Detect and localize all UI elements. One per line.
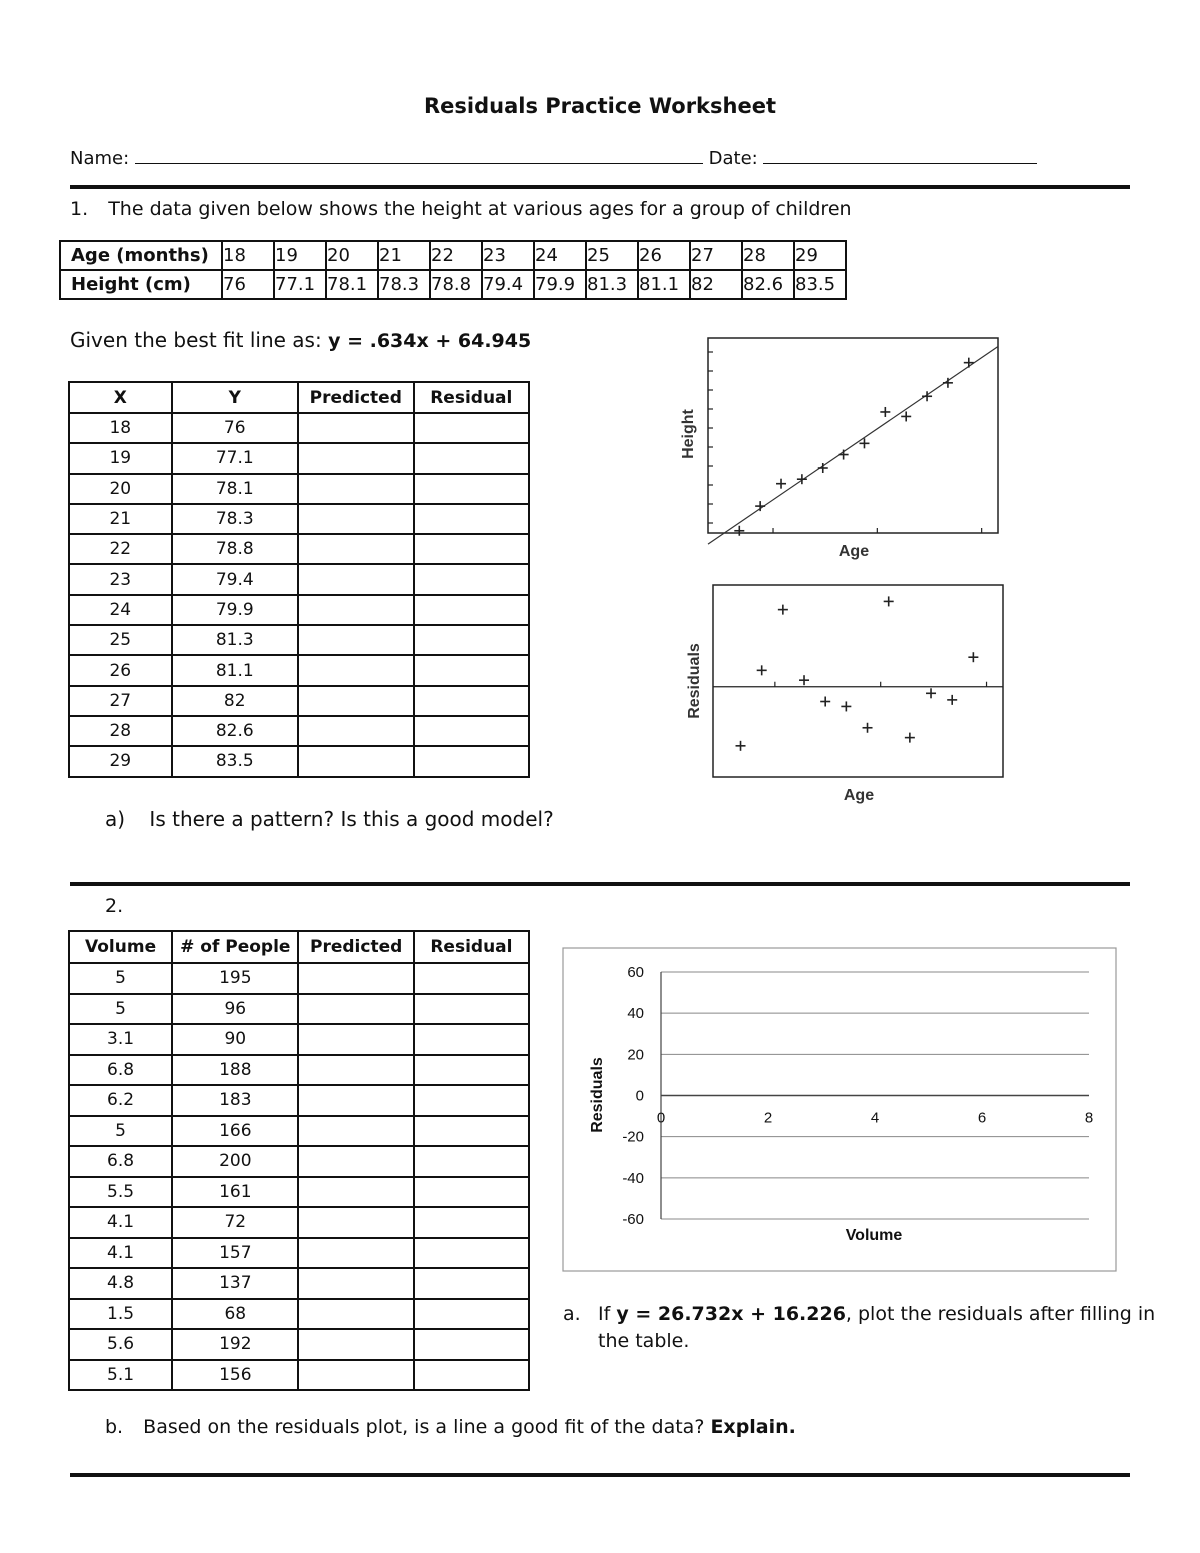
- x-cell: 20: [69, 474, 172, 504]
- residual-cell[interactable]: [414, 1024, 529, 1055]
- header-predicted: Predicted: [298, 382, 414, 413]
- y-cell: 81.1: [172, 655, 298, 685]
- best-fit-line-text: [70, 328, 531, 352]
- scatter-point: [964, 358, 974, 368]
- question-2b-text: Based on the residuals plot, is a line a good fit of the data?: [143, 1416, 705, 1438]
- volume-cell: 6.8: [69, 1146, 172, 1177]
- predicted-cell[interactable]: [298, 716, 414, 746]
- predicted-cell[interactable]: [298, 1268, 413, 1299]
- table-row: [69, 474, 529, 504]
- question-1a-text: Is there a pattern? Is this a good model?: [149, 807, 554, 831]
- table-row: [69, 534, 529, 564]
- y-cell: 81.3: [172, 625, 298, 655]
- x-cell: 19: [69, 443, 172, 473]
- volume-cell: 5.6: [69, 1329, 172, 1360]
- predicted-cell[interactable]: [298, 413, 414, 443]
- q1-residual-table: [68, 381, 530, 778]
- height-cell: 76: [222, 270, 274, 299]
- x-cell: 24: [69, 595, 172, 625]
- residual-cell[interactable]: [414, 994, 529, 1025]
- header-y: Y: [172, 382, 298, 413]
- height-cell: 81.3: [586, 270, 638, 299]
- y-cell: 79.4: [172, 564, 298, 594]
- people-cell: 161: [172, 1177, 298, 1208]
- predicted-cell[interactable]: [298, 504, 414, 534]
- residual-cell[interactable]: [414, 716, 529, 746]
- table-row: [69, 1055, 529, 1086]
- height-cell: 82: [690, 270, 742, 299]
- predicted-cell[interactable]: [298, 1024, 413, 1055]
- age-height-table: [59, 240, 847, 300]
- residual-point: [799, 675, 809, 685]
- table-row: [69, 1360, 529, 1391]
- scatter-point: [839, 450, 849, 460]
- age-cell: 23: [482, 241, 534, 270]
- residual-point: [947, 695, 957, 705]
- table-row: [69, 963, 529, 994]
- people-cell: 166: [172, 1116, 298, 1147]
- question-2a-equation: y = 26.732x + 16.226: [616, 1303, 846, 1325]
- residual-cell[interactable]: [414, 504, 529, 534]
- best-fit-prefix: Given the best fit line as:: [70, 328, 322, 352]
- residual-plot-frame: [713, 585, 1003, 777]
- people-cell: 157: [172, 1238, 298, 1269]
- plot-frame: [708, 338, 998, 533]
- name-label: Name:: [70, 148, 130, 169]
- volume-chart-y-label: Residuals: [589, 1057, 606, 1133]
- age-row: [60, 241, 846, 270]
- predicted-cell[interactable]: [298, 595, 414, 625]
- height-cell: 78.3: [378, 270, 430, 299]
- y-cell: 78.1: [172, 474, 298, 504]
- volume-cell: 5: [69, 994, 172, 1025]
- age-residual-chart: [670, 580, 1010, 808]
- table-row: [69, 716, 529, 746]
- predicted-cell[interactable]: [298, 1177, 413, 1208]
- residual-y-label: Residuals: [686, 643, 703, 719]
- y-cell: 78.3: [172, 504, 298, 534]
- predicted-cell[interactable]: [298, 443, 414, 473]
- height-cell: 79.4: [482, 270, 534, 299]
- height-cell: 78.1: [326, 270, 378, 299]
- predicted-cell[interactable]: [298, 963, 413, 994]
- height-cell: 78.8: [430, 270, 482, 299]
- header-predicted: Predicted: [298, 931, 413, 963]
- residual-point: [736, 741, 746, 751]
- residual-point: [926, 688, 936, 698]
- residual-cell[interactable]: [414, 534, 529, 564]
- height-cell: 79.9: [534, 270, 586, 299]
- predicted-cell[interactable]: [298, 1207, 413, 1238]
- people-cell: 72: [172, 1207, 298, 1238]
- residual-points: [736, 596, 979, 750]
- age-cell: 28: [742, 241, 794, 270]
- y-cell: 76: [172, 413, 298, 443]
- x-tick-label: 8: [1084, 1109, 1094, 1127]
- residual-cell[interactable]: [414, 655, 529, 685]
- residual-cell[interactable]: [414, 746, 529, 776]
- y-cell: 82: [172, 686, 298, 716]
- y-cell: 83.5: [172, 746, 298, 776]
- residual-cell[interactable]: [414, 1146, 529, 1177]
- y-cell: 77.1: [172, 443, 298, 473]
- predicted-cell[interactable]: [298, 1055, 413, 1086]
- height-cell: 81.1: [638, 270, 690, 299]
- predicted-cell[interactable]: [298, 1360, 413, 1391]
- volume-cell: 6.2: [69, 1085, 172, 1116]
- predicted-cell[interactable]: [298, 625, 414, 655]
- date-field[interactable]: [763, 145, 1037, 164]
- question-2b: [105, 1416, 796, 1438]
- volume-cell: 6.8: [69, 1055, 172, 1086]
- table-row: [69, 1177, 529, 1208]
- people-cell: 183: [172, 1085, 298, 1116]
- residual-cell[interactable]: [414, 443, 529, 473]
- residual-point: [778, 605, 788, 615]
- y-tick-label: 40: [627, 1005, 644, 1023]
- header-residual: Residual: [414, 931, 529, 963]
- scatter-point: [880, 407, 890, 417]
- residual-cell[interactable]: [414, 1177, 529, 1208]
- residual-point: [841, 701, 851, 711]
- header-people: # of People: [172, 931, 298, 963]
- height-cell: 83.5: [794, 270, 846, 299]
- header-residual: Residual: [414, 382, 529, 413]
- age-row-label: Age (months): [60, 241, 222, 270]
- volume-cell: 5.1: [69, 1360, 172, 1391]
- people-cell: 195: [172, 963, 298, 994]
- question-2a-post: , plot the residuals after filling in the table.: [598, 1303, 1156, 1352]
- volume-cell: 1.5: [69, 1299, 172, 1330]
- residual-cell[interactable]: [414, 413, 529, 443]
- volume-cell: 4.1: [69, 1238, 172, 1269]
- x-cell: 21: [69, 504, 172, 534]
- x-cell: 26: [69, 655, 172, 685]
- table-row: [69, 595, 529, 625]
- x-cell: 27: [69, 686, 172, 716]
- best-fit-equation: y = .634x + 64.945: [328, 330, 532, 352]
- age-cell: 27: [690, 241, 742, 270]
- x-cell: 18: [69, 413, 172, 443]
- chart-border: [563, 948, 1116, 1271]
- residual-x-label: Age: [843, 787, 875, 804]
- question-1-number: 1.: [70, 198, 89, 220]
- y-cell: 78.8: [172, 534, 298, 564]
- table-row: [69, 1268, 529, 1299]
- predicted-cell[interactable]: [298, 1299, 413, 1330]
- height-cell: 82.6: [742, 270, 794, 299]
- question-2a-text: [598, 1301, 1163, 1355]
- best-fit-line: [708, 347, 998, 545]
- table-row: [69, 1238, 529, 1269]
- question-2a: [563, 1301, 1163, 1355]
- question-1a: [105, 807, 554, 831]
- q1-table-header: [69, 382, 529, 413]
- table-row: [69, 994, 529, 1025]
- predicted-cell[interactable]: [298, 474, 414, 504]
- residual-cell[interactable]: [414, 474, 529, 504]
- height-row-label: Height (cm): [60, 270, 222, 299]
- question-2b-label: b.: [105, 1416, 124, 1438]
- y-cell: 82.6: [172, 716, 298, 746]
- table-row: [69, 1085, 529, 1116]
- residual-cell[interactable]: [414, 1085, 529, 1116]
- age-cell: 22: [430, 241, 482, 270]
- section-divider-middle: [70, 882, 1130, 886]
- volume-cell: 3.1: [69, 1024, 172, 1055]
- age-cell: 19: [274, 241, 326, 270]
- x-cell: 23: [69, 564, 172, 594]
- volume-cell: 4.1: [69, 1207, 172, 1238]
- residual-cell[interactable]: [414, 564, 529, 594]
- residual-cell[interactable]: [414, 1268, 529, 1299]
- predicted-cell[interactable]: [298, 1085, 413, 1116]
- residual-point: [820, 697, 830, 707]
- residual-cell[interactable]: [414, 595, 529, 625]
- residual-cell[interactable]: [414, 1238, 529, 1269]
- predicted-cell[interactable]: [298, 1116, 413, 1147]
- table-row: [69, 413, 529, 443]
- scatter-x-label: Age: [838, 543, 870, 560]
- scatter-y-label: Height: [680, 409, 697, 459]
- predicted-cell[interactable]: [298, 1238, 413, 1269]
- age-cell: 21: [378, 241, 430, 270]
- residual-point: [968, 652, 978, 662]
- header-x: X: [69, 382, 172, 413]
- question-1a-label: a): [105, 807, 126, 831]
- worksheet-title: Residuals Practice Worksheet: [423, 94, 777, 118]
- volume-chart-x-label: Volume: [845, 1227, 903, 1244]
- residual-point: [863, 723, 873, 733]
- question-1-prompt: [70, 198, 852, 220]
- scatter-point: [818, 463, 828, 473]
- table-row: [69, 1116, 529, 1147]
- people-cell: 137: [172, 1268, 298, 1299]
- age-cell: 29: [794, 241, 846, 270]
- residual-x-ticks: [775, 682, 987, 687]
- date-label: Date:: [708, 148, 758, 169]
- question-2a-label: a.: [563, 1303, 581, 1325]
- residual-cell[interactable]: [414, 1207, 529, 1238]
- table-row: [69, 1329, 529, 1360]
- question-1-text: The data given below shows the height at various ages for a group of children: [108, 198, 852, 220]
- height-cell: 77.1: [274, 270, 326, 299]
- predicted-cell[interactable]: [298, 534, 414, 564]
- scatter-point: [734, 526, 744, 536]
- table-row: [69, 1024, 529, 1055]
- age-cell: 24: [534, 241, 586, 270]
- x-cell: 28: [69, 716, 172, 746]
- scatter-point: [776, 479, 786, 489]
- question-2b-bold: Explain.: [710, 1416, 796, 1438]
- age-cell: 20: [326, 241, 378, 270]
- x-tick-label: 6: [977, 1109, 987, 1127]
- x-tick-label: 2: [763, 1109, 773, 1127]
- predicted-cell[interactable]: [298, 1329, 413, 1360]
- table-row: [69, 746, 529, 776]
- residual-cell[interactable]: [414, 1116, 529, 1147]
- y-tick-label: -20: [622, 1128, 644, 1146]
- table-row: [69, 564, 529, 594]
- scatter-point: [943, 378, 953, 388]
- people-cell: 96: [172, 994, 298, 1025]
- predicted-cell[interactable]: [298, 655, 414, 685]
- question-2a-pre: If: [598, 1303, 617, 1325]
- residual-cell[interactable]: [414, 1360, 529, 1391]
- name-date-line: [70, 145, 1037, 169]
- q2-table-header: [69, 931, 529, 963]
- x-tick-label: 4: [870, 1109, 880, 1127]
- table-row: [69, 625, 529, 655]
- residual-point: [757, 665, 767, 675]
- residual-cell[interactable]: [414, 1329, 529, 1360]
- predicted-cell[interactable]: [298, 564, 414, 594]
- x-cell: 25: [69, 625, 172, 655]
- x-tick-label: 0: [656, 1109, 666, 1127]
- scatter-point: [901, 411, 911, 421]
- volume-cell: 5.5: [69, 1177, 172, 1208]
- predicted-cell[interactable]: [298, 1146, 413, 1177]
- volume-cell: 5: [69, 963, 172, 994]
- people-cell: 90: [172, 1024, 298, 1055]
- table-row: [69, 1146, 529, 1177]
- people-cell: 192: [172, 1329, 298, 1360]
- table-row: [69, 686, 529, 716]
- height-age-scatter-chart: [665, 333, 1010, 565]
- y-tick-label: 0: [635, 1087, 644, 1105]
- y-tick-label: 20: [627, 1046, 644, 1064]
- name-field[interactable]: [135, 145, 703, 164]
- volume-residual-chart[interactable]: [562, 947, 1118, 1273]
- y-tick-label: -60: [622, 1211, 644, 1228]
- header-volume: Volume: [69, 931, 172, 963]
- predicted-cell[interactable]: [298, 746, 414, 776]
- volume-cell: 4.8: [69, 1268, 172, 1299]
- table-row: [69, 1207, 529, 1238]
- x-cell: 29: [69, 746, 172, 776]
- question-2-number: 2.: [105, 895, 124, 917]
- y-tick-label: 60: [627, 964, 644, 981]
- people-cell: 188: [172, 1055, 298, 1086]
- table-row: [69, 504, 529, 534]
- people-cell: 200: [172, 1146, 298, 1177]
- y-tick-label: -40: [622, 1169, 644, 1187]
- table-row: [69, 1299, 529, 1330]
- scatter-point: [755, 501, 765, 511]
- scatter-points: [734, 358, 973, 536]
- y-cell: 79.9: [172, 595, 298, 625]
- age-cell: 25: [586, 241, 638, 270]
- residual-cell[interactable]: [414, 1055, 529, 1086]
- residual-cell[interactable]: [414, 625, 529, 655]
- people-cell: 156: [172, 1360, 298, 1391]
- age-cell: 18: [222, 241, 274, 270]
- section-divider-bottom: [70, 1473, 1130, 1477]
- q2-residual-table: [68, 930, 530, 1391]
- residual-cell[interactable]: [414, 963, 529, 994]
- residual-point: [905, 733, 915, 743]
- age-cell: 26: [638, 241, 690, 270]
- table-row: [69, 443, 529, 473]
- table-row: [69, 655, 529, 685]
- height-row: [60, 270, 846, 299]
- predicted-cell[interactable]: [298, 686, 414, 716]
- residual-cell[interactable]: [414, 1299, 529, 1330]
- section-divider-top: [70, 185, 1130, 189]
- predicted-cell[interactable]: [298, 994, 413, 1025]
- volume-cell: 5: [69, 1116, 172, 1147]
- x-cell: 22: [69, 534, 172, 564]
- people-cell: 68: [172, 1299, 298, 1330]
- residual-point: [884, 596, 894, 606]
- residual-cell[interactable]: [414, 686, 529, 716]
